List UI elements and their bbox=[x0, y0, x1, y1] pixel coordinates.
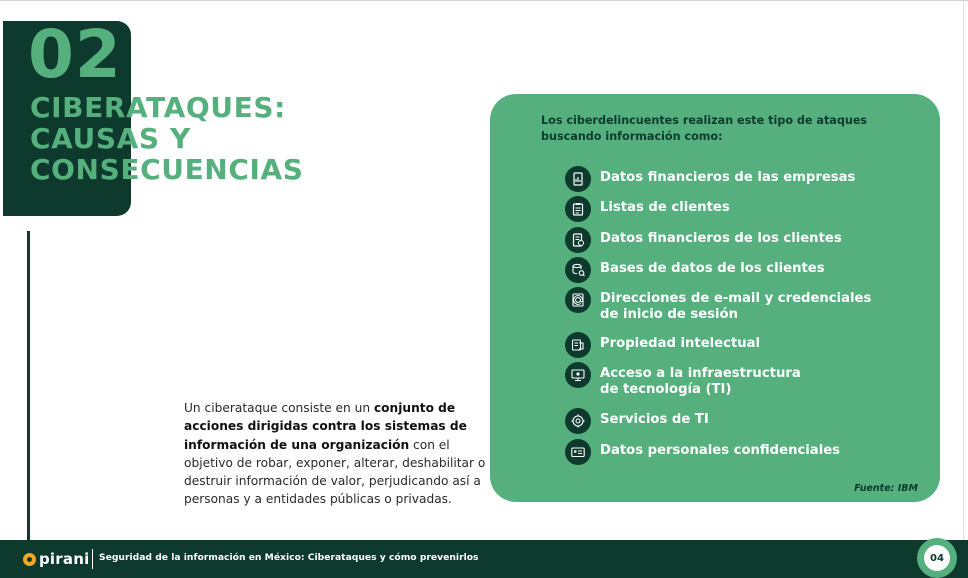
section-number: 02 bbox=[28, 16, 122, 93]
intro-paragraph bbox=[184, 399, 489, 509]
item-label: Bases de datos de los clientes bbox=[600, 261, 825, 276]
section-title-line: CIBERATAQUES: bbox=[30, 91, 286, 124]
info-card bbox=[490, 94, 940, 502]
intro-bold-text: conjunto de acciones dirigidas contra los sistemas de información de una organización bbox=[184, 401, 467, 452]
id-card-icon bbox=[565, 439, 591, 465]
item-label: Direcciones de e-mail y credenciales de inicio de sesión bbox=[600, 291, 872, 322]
footer-divider bbox=[92, 549, 93, 569]
item-label: Datos personales confidenciales bbox=[600, 443, 841, 458]
vertical-accent-bar bbox=[27, 231, 30, 540]
item-label: Propiedad intelectual bbox=[600, 336, 761, 351]
item-label: Listas de clientes bbox=[600, 200, 730, 215]
email-credentials-icon bbox=[565, 287, 591, 313]
intro-text: Un ciberataque consiste en un bbox=[184, 401, 374, 415]
intro-text-end: con el objetivo de robar, exponer, alterar, deshabilitar o destruir información de valor, perjudicando así a personas y a entidades públicas o privadas. bbox=[184, 437, 486, 507]
page-number: 04 bbox=[924, 545, 950, 571]
item-label: Servicios de TI bbox=[600, 412, 709, 427]
database-icon bbox=[565, 257, 591, 283]
document-title: Seguridad de la información en México: Ciberataques y cómo prevenirlos bbox=[99, 552, 479, 563]
right-border bbox=[963, 0, 964, 540]
page-number-badge bbox=[917, 538, 957, 578]
source-note: Fuente: IBM bbox=[854, 483, 918, 494]
intellectual-property-icon bbox=[565, 332, 591, 358]
top-border bbox=[0, 0, 968, 1]
footer bbox=[0, 540, 968, 578]
section-title-line: CONSECUENCIAS bbox=[30, 153, 304, 186]
section-title bbox=[30, 92, 360, 185]
item-label: Datos financieros de los clientes bbox=[600, 231, 842, 246]
item-label: Acceso a la infraestructura de tecnología (TI) bbox=[600, 366, 801, 397]
infrastructure-icon bbox=[565, 362, 591, 388]
logo-mark-icon bbox=[23, 553, 36, 566]
item-label: Datos financieros de las empresas bbox=[600, 170, 856, 185]
document-chart-icon bbox=[565, 166, 591, 192]
card-intro: Los ciberdelincuentes realizan este tipo de ataques buscando información como: bbox=[541, 114, 868, 143]
section-title-line: CAUSAS Y bbox=[30, 122, 191, 155]
report-icon bbox=[565, 227, 591, 253]
pirani-logo bbox=[23, 550, 89, 568]
logo-text: pirani bbox=[39, 550, 90, 568]
it-services-icon bbox=[565, 408, 591, 434]
clipboard-list-icon bbox=[565, 196, 591, 222]
